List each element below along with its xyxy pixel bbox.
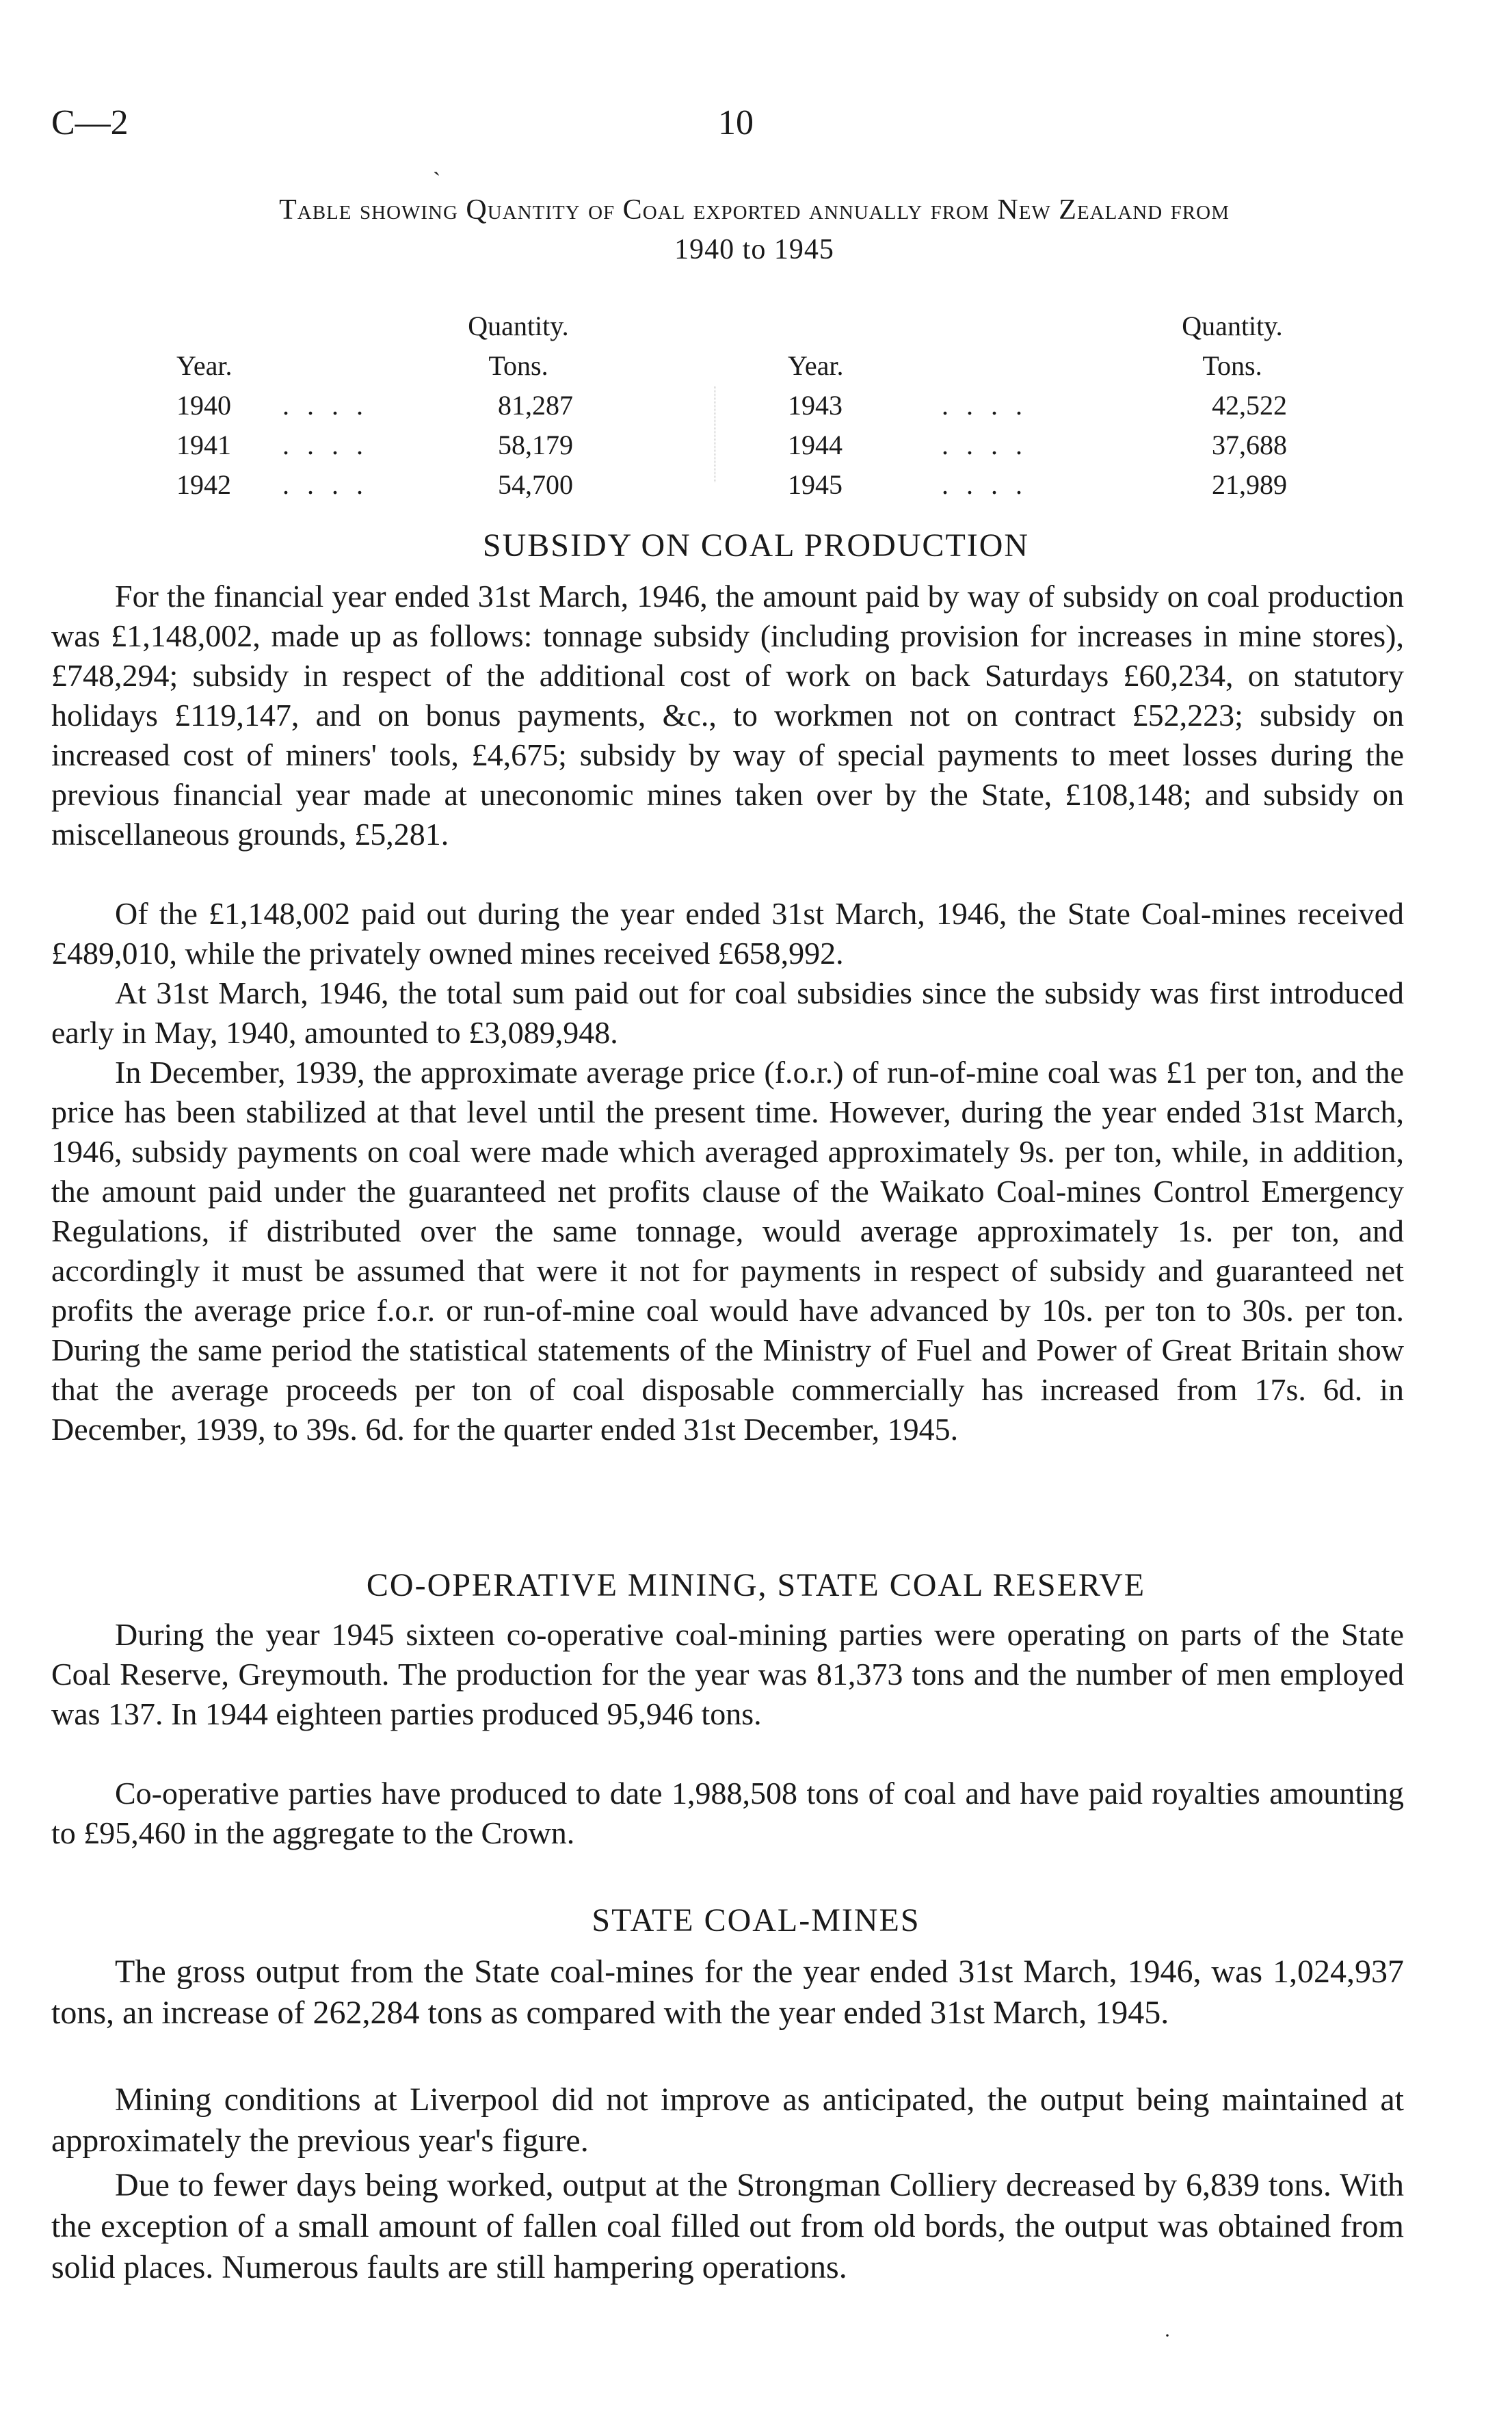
table-row <box>788 386 1335 425</box>
table-year-cell: 1940 <box>176 390 231 421</box>
table-year-cell: 1945 <box>788 469 843 500</box>
paragraph-state-1: The gross output from the State coal-mines for the year ended 31st March, 1946, was 1,024,937 tons, an increase of 262,284 tons as compared with the year ended 31st March, 1945. <box>51 1954 1404 2031</box>
page-reference: C—2 <box>51 103 129 142</box>
leader-dots: . . . . <box>942 469 1028 500</box>
table-tons-cell: 81,287 <box>498 390 573 421</box>
section-heading-coop: CO-OPERATIVE MINING, STATE COAL RESERVE <box>366 1567 1146 1603</box>
col-quantity-header: Quantity. <box>468 311 569 341</box>
stray-mark: ˏ <box>433 150 441 176</box>
leader-dots: . . . . <box>942 390 1028 421</box>
table-year-cell: 1942 <box>176 469 231 500</box>
section-heading-subsidy: SUBSIDY ON COAL PRODUCTION <box>482 527 1030 564</box>
leader-dots: . . . . <box>942 430 1028 460</box>
table-header-row <box>788 306 1335 346</box>
paragraph-coop-2: Co-operative parties have produced to date 1,988,508 tons of coal and have paid royalties amounting to £95,460 in the aggregate to the Crown. <box>51 1776 1404 1850</box>
col-year-header: Year. <box>176 350 233 381</box>
section-heading-state: STATE COAL-MINES <box>592 1902 920 1939</box>
table-header-row <box>176 346 655 386</box>
table-title <box>53 190 1455 270</box>
col-tons-header: Tons. <box>1202 350 1262 381</box>
export-table-right <box>788 306 1335 505</box>
paragraph-subsidy-1: For the financial year ended 31st March, 1946, the amount paid by way of subsidy on coal production was £1,148,002, made up as follows: tonnage subsidy (including provision for increases in mine stores), £748,294; subsidy in respect of the additional cost of work on back Saturdays £60,234, on statutory holidays £119,147, and on bonus payments, &c., to workmen not on contract £52,223; subsidy on increased cost of miners' tools, £4,675; subsidy by way of special payments to meet losses during the previous financial year made at uneconomic mines taken over by the State, £108,148; and subsidy on miscellaneous grounds, £5,281. <box>51 579 1404 852</box>
export-table-left <box>176 306 655 505</box>
table-row <box>176 465 655 505</box>
table-tons-cell: 37,688 <box>1212 430 1287 460</box>
table-title-line-2: 1940 to 1945 <box>674 234 834 265</box>
table-tons-cell: 42,522 <box>1212 390 1287 421</box>
table-title-line-1: Table showing Quantity of Coal exported annually from New Zealand from <box>279 194 1230 226</box>
paragraph-subsidy-4: In December, 1939, the approximate average price (f.o.r.) of run-of-mine coal was £1 per ton, and the price has been stabilized at that level until the present time. However, during the year ended 31st March, 1946, subsidy payments on coal were made which averaged approximately 9s. per ton, while, in addition, the amount paid under the guaranteed net profits clause of the Waikato Coal-mines Control Emergency Regulations, if distributed over the same tonnage, would average approximately 1s. per ton, and accordingly it must be assumed that were it not for payments in respect of subsidy and guaranteed net profits the average price f.o.r. or run-of-mine coal would have advanced by 10s. per ton to 30s. per ton. During the same period the statistical statements of the Ministry of Fuel and Power of Great Britain show that the average proceeds per ton of coal disposable commercially has increased from 17s. 6d. in December, 1939, to 39s. 6d. for the quarter ended 31st December, 1945. <box>51 1055 1404 1447</box>
col-year-header: Year. <box>788 350 844 381</box>
table-row <box>788 465 1335 505</box>
table-tons-cell: 54,700 <box>498 469 573 500</box>
stray-dot: · <box>1164 2324 1171 2347</box>
table-tons-cell: 58,179 <box>498 430 573 460</box>
leader-dots: . . . . <box>282 430 369 460</box>
table-row <box>176 425 655 465</box>
table-header-row <box>788 346 1335 386</box>
paragraph-subsidy-2: Of the £1,148,002 paid out during the year ended 31st March, 1946, the State Coal-mines received £489,010, while the privately owned mines received £658,992. <box>51 896 1404 971</box>
table-year-cell: 1944 <box>788 430 843 460</box>
table-header-row <box>176 306 655 346</box>
col-quantity-header: Quantity. <box>1182 311 1283 341</box>
table-tons-cell: 21,989 <box>1212 469 1287 500</box>
paragraph-state-2: Mining conditions at Liverpool did not improve as anticipated, the output being maintained at approximately the previous year's figure. <box>51 2081 1404 2159</box>
table-row <box>176 386 655 425</box>
paragraph-coop-1: During the year 1945 sixteen co-operative coal-mining parties were operating on parts of the State Coal Reserve, Greymouth. The production for the year was 81,373 tons and the number of men employed was 137. In 1944 eighteen parties produced 95,946 tons. <box>51 1617 1404 1731</box>
table-year-cell: 1943 <box>788 390 843 421</box>
paragraph-state-3: Due to fewer days being worked, output at the Strongman Colliery decreased by 6,839 tons. With the exception of a small amount of fallen coal filled out from old bords, the output was obtained from solid places. Numerous faults are still hampering operations. <box>51 2167 1404 2285</box>
page-number: 10 <box>718 103 754 142</box>
leader-dots: . . . . <box>282 390 369 421</box>
paragraph-subsidy-3: At 31st March, 1946, the total sum paid out for coal subsidies since the subsidy was first introduced early in May, 1940, amounted to £3,089,948. <box>51 975 1404 1050</box>
table-row <box>788 425 1335 465</box>
table-year-cell: 1941 <box>176 430 231 460</box>
col-tons-header: Tons. <box>488 350 548 381</box>
leader-dots: . . . . <box>282 469 369 500</box>
